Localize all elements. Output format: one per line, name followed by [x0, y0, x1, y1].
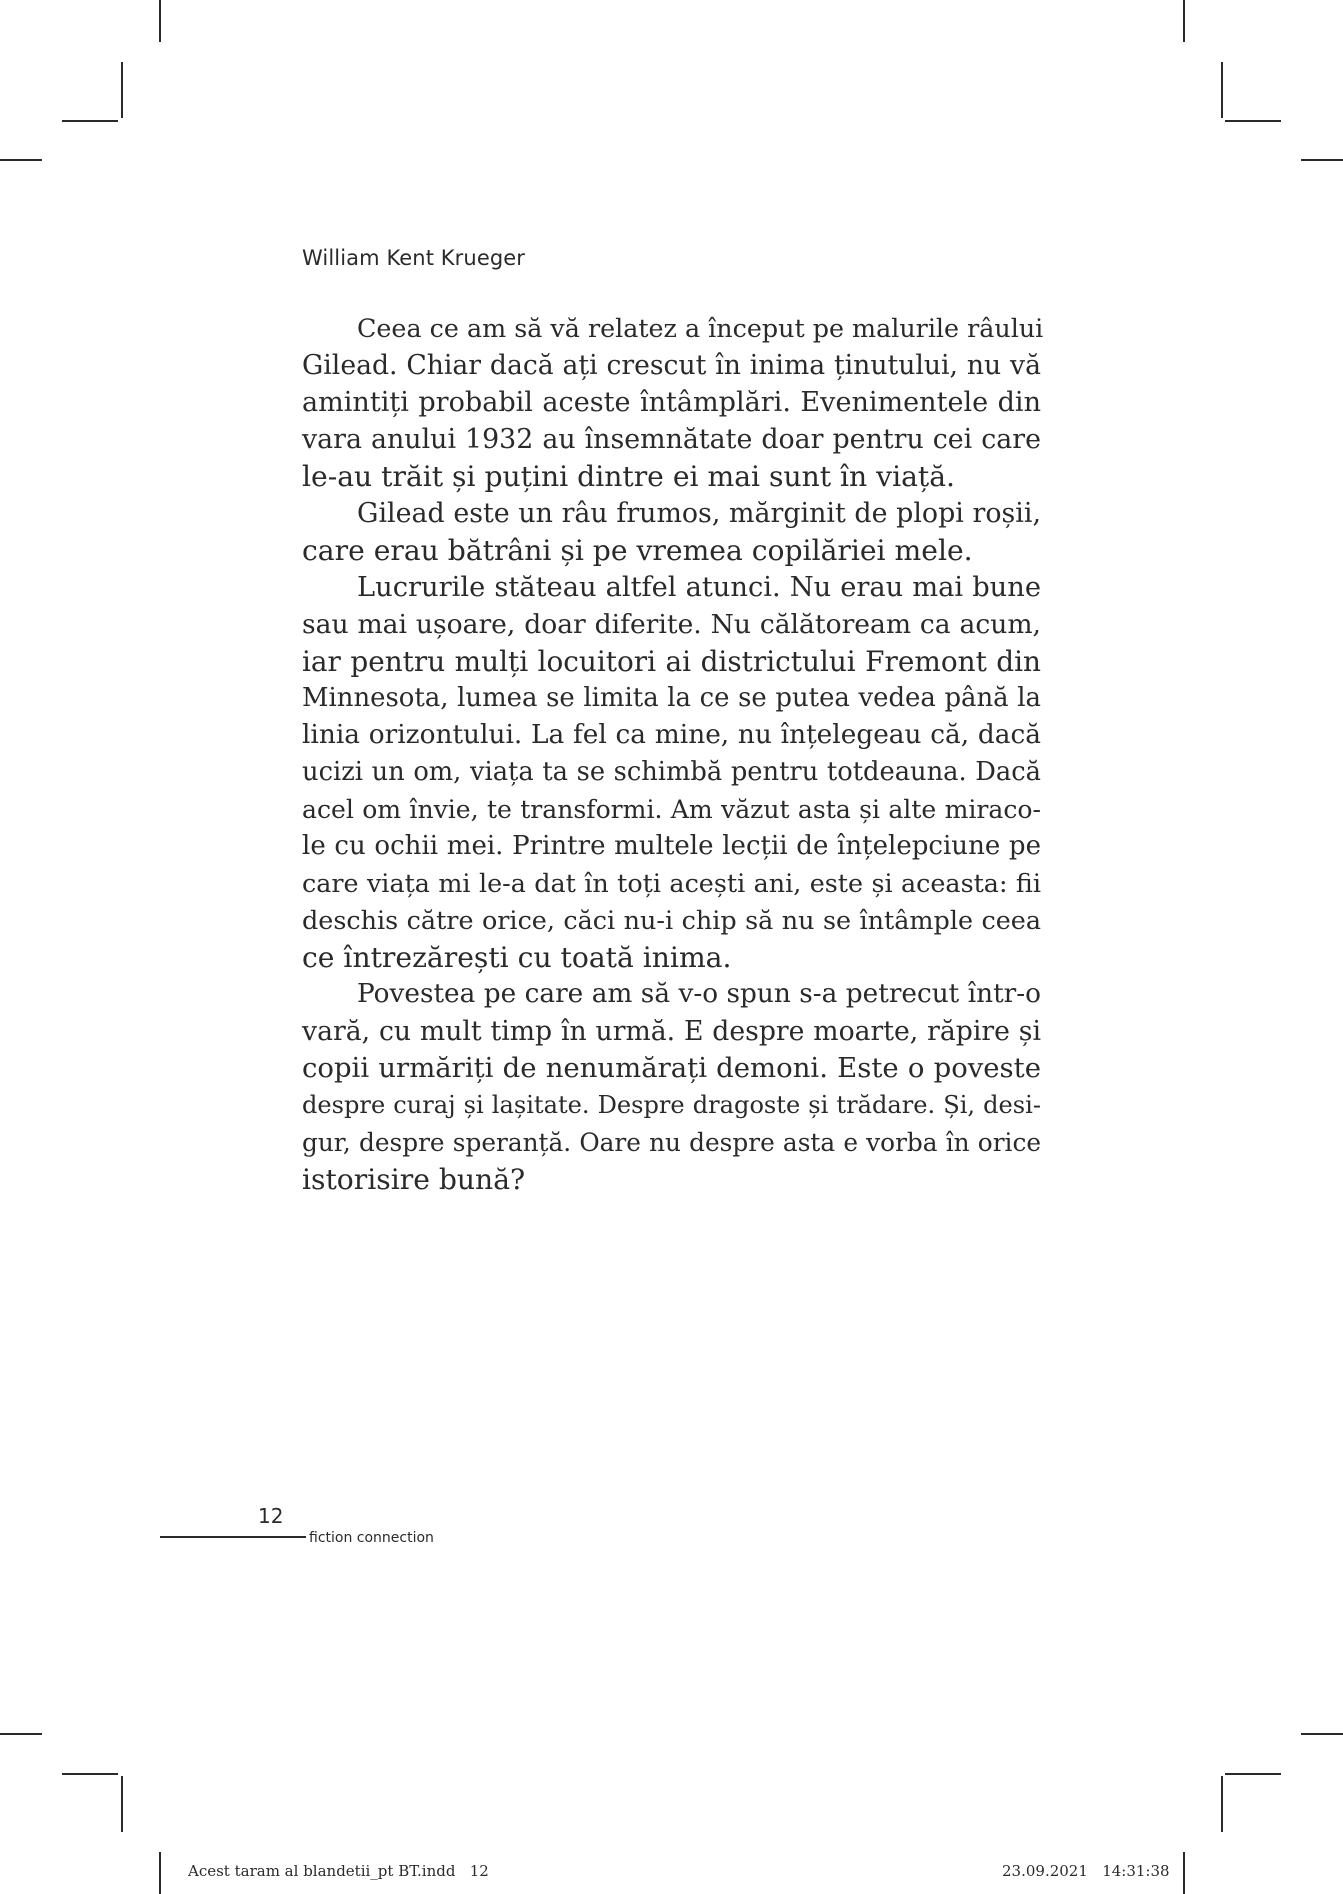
text-line: vara anului 1932 au însemnătate doar pentru cei care: [302, 424, 1041, 455]
text-line: Gilead. Chiar dacă ați crescut în inima ținutului, nu vă: [302, 350, 1041, 381]
crop-mark: [159, 0, 161, 42]
crop-mark: [62, 1773, 118, 1775]
crop-mark: [0, 159, 42, 161]
slug-datetime: 23.09.2021 14:31:38: [1002, 1862, 1170, 1880]
text-line: ce întrezărești cu toată inima.: [302, 941, 732, 974]
crop-mark: [1225, 120, 1281, 122]
text-line: amintiți probabil aceste întâmplări. Evenimentele din: [302, 387, 1041, 418]
text-line: sau mai ușoare, doar diferite. Nu călătoream ca acum,: [302, 609, 1041, 640]
crop-mark: [1301, 1733, 1343, 1735]
crop-mark: [1301, 159, 1343, 161]
text-line: Ceea ce am să vă relatez a început pe malurile râului: [357, 313, 1044, 343]
text-line: Minnesota, lumea se limita la ce se putea vedea până la: [302, 683, 1041, 713]
text-line: istorisire bună?: [302, 1163, 526, 1196]
running-head-author: William Kent Krueger: [302, 246, 526, 270]
text-line: care viața mi le-a dat în toți acești ani, este și aceasta: fii: [302, 868, 1041, 898]
text-line: vară, cu mult timp în urmă. E despre moarte, răpire și: [302, 1016, 1041, 1047]
crop-mark: [62, 120, 118, 122]
crop-mark: [1221, 62, 1223, 118]
crop-mark: [1225, 1773, 1281, 1775]
text-line: ucizi un om, viața ta se schimbă pentru totdeauna. Dacă: [302, 757, 1041, 787]
text-line: Lucrurile stăteau altfel atunci. Nu erau mai bune: [357, 572, 1041, 603]
crop-mark: [1221, 1776, 1223, 1832]
crop-mark: [1183, 1852, 1185, 1894]
text-line: Gilead este un râu frumos, mărginit de plopi roșii,: [357, 498, 1041, 529]
slug-filename: Acest taram al blandetii_pt BT.indd 12: [188, 1862, 489, 1880]
text-line: copii urmăriți de nenumărați demoni. Este o poveste: [302, 1052, 1041, 1084]
crop-mark: [1183, 0, 1185, 42]
text-line: acel om învie, te transformi. Am văzut asta și alte miraco-: [302, 795, 1041, 824]
text-line: Povestea pe care am să v-o spun s-a petrecut într-o: [357, 979, 1041, 1009]
text-line: le-au trăit și puțini dintre ei mai sunt în viață.: [302, 460, 956, 493]
text-line: deschis către orice, căci nu-i chip să nu se întâmple ceea: [302, 905, 1041, 935]
body-text: [302, 310, 1044, 1198]
page-number: 12: [258, 1504, 284, 1528]
text-line: gur, despre speranță. Oare nu despre asta e vorba în orice: [302, 1128, 1041, 1157]
crop-mark: [121, 1776, 123, 1832]
text-line: care erau bătrâni și pe vremea copilăriei mele.: [302, 534, 973, 567]
imprint-label: fiction connection: [309, 1530, 434, 1546]
text-line: linia orizontului. La fel ca mine, nu înțelegeau că, dacă: [302, 720, 1041, 750]
text-line: iar pentru mulți locuitori ai districtului Fremont din: [302, 645, 1041, 678]
folio-rule: [160, 1536, 306, 1538]
crop-mark: [159, 1852, 161, 1894]
text-line: le cu ochii mei. Printre multele lecții de înțelepciune pe: [302, 831, 1041, 861]
text-line: despre curaj și lașitate. Despre dragoste și trădare. Și, desi-: [302, 1091, 1041, 1119]
crop-mark: [0, 1733, 42, 1735]
crop-mark: [121, 62, 123, 118]
